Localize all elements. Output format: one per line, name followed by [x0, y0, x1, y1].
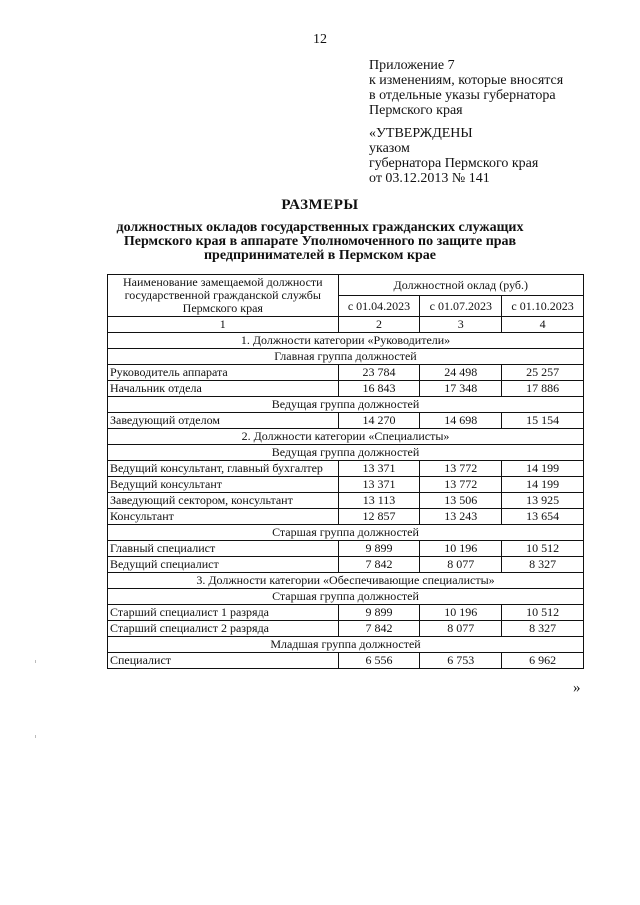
salary-value: 12 857 — [338, 509, 420, 525]
group-row — [108, 637, 584, 653]
position-name: Руководитель аппарата — [108, 365, 339, 381]
appendix-line: Приложение 7 — [369, 58, 455, 73]
section-row — [108, 573, 584, 589]
position-name: Ведущий специалист — [108, 557, 339, 573]
salary-value: 16 843 — [338, 381, 420, 397]
position-name: Консультант — [108, 509, 339, 525]
salary-value: 13 371 — [338, 461, 420, 477]
salary-value: 8 327 — [502, 621, 584, 637]
column-number-row — [108, 317, 584, 333]
position-name: Главный специалист — [108, 541, 339, 557]
group-row — [108, 589, 584, 605]
table-row — [108, 381, 584, 397]
table-row — [108, 541, 584, 557]
salary-value: 10 196 — [420, 541, 502, 557]
approval-line: от 03.12.2013 № 141 — [369, 171, 490, 186]
salary-value: 7 842 — [338, 557, 420, 573]
subtitle-line: должностных окладов государственных гражданских служащих — [116, 220, 524, 235]
salary-value: 6 556 — [338, 653, 420, 669]
group-title: Главная группа должностей — [108, 349, 584, 365]
table-row — [108, 461, 584, 477]
group-title: Ведущая группа должностей — [108, 445, 584, 461]
column-number: 4 — [502, 317, 584, 333]
column-number: 2 — [338, 317, 420, 333]
table-row — [108, 493, 584, 509]
appendix-line: Пермского края — [369, 103, 463, 118]
salary-value: 13 925 — [502, 493, 584, 509]
salary-value: 8 327 — [502, 557, 584, 573]
salary-value: 13 243 — [420, 509, 502, 525]
subtitle-line: предпринимателей в Пермском крае — [203, 248, 437, 263]
salary-value: 6 753 — [420, 653, 502, 669]
header-date-2: с 01.07.2023 — [420, 296, 502, 317]
position-name: Заведующий отделом — [108, 413, 339, 429]
header-position-name: Наименование замещаемой должности государственной гражданской службы Пермского края — [108, 275, 339, 317]
table-row — [108, 509, 584, 525]
header-salary: Должностной оклад (руб.) — [338, 275, 583, 296]
column-number: 1 — [108, 317, 339, 333]
section-title: 3. Должности категории «Обеспечивающие специалисты» — [108, 573, 584, 589]
salary-value: 13 371 — [338, 477, 420, 493]
salary-value: 13 506 — [420, 493, 502, 509]
closing-quote: » — [573, 680, 581, 696]
position-name: Старший специалист 1 разряда — [108, 605, 339, 621]
salary-value: 10 512 — [502, 605, 584, 621]
salary-value: 13 772 — [420, 461, 502, 477]
table-row — [108, 557, 584, 573]
group-title: Старшая группа должностей — [108, 589, 584, 605]
table-row — [108, 605, 584, 621]
subtitle-line: Пермского края в аппарате Уполномоченного по защите прав — [123, 234, 517, 249]
section-row — [108, 333, 584, 349]
salary-value: 14 199 — [502, 477, 584, 493]
salary-value: 10 196 — [420, 605, 502, 621]
salary-value: 13 113 — [338, 493, 420, 509]
position-name: Начальник отдела — [108, 381, 339, 397]
salary-value: 8 077 — [420, 621, 502, 637]
salary-value: 17 348 — [420, 381, 502, 397]
salary-value: 13 654 — [502, 509, 584, 525]
table-row — [108, 413, 584, 429]
approval-line: указом — [369, 141, 410, 156]
group-row — [108, 525, 584, 541]
table-row — [108, 653, 584, 669]
salary-value: 14 698 — [420, 413, 502, 429]
position-name: Специалист — [108, 653, 339, 669]
header-date-1: с 01.04.2023 — [338, 296, 420, 317]
position-name: Ведущий консультант, главный бухгалтер — [108, 461, 339, 477]
section-row — [108, 429, 584, 445]
salary-value: 9 899 — [338, 605, 420, 621]
column-number: 3 — [420, 317, 502, 333]
page-number: 12 — [313, 32, 327, 47]
document-title: РАЗМЕРЫ — [281, 197, 359, 213]
scan-mark — [35, 660, 36, 663]
appendix-line: в отдельные указы губернатора — [369, 88, 556, 103]
approval-line: губернатора Пермского края — [369, 156, 539, 171]
scan-mark — [35, 735, 36, 738]
group-title: Старшая группа должностей — [108, 525, 584, 541]
position-name: Ведущий консультант — [108, 477, 339, 493]
header-date-3: с 01.10.2023 — [502, 296, 584, 317]
salary-table — [107, 274, 584, 669]
table-row — [108, 365, 584, 381]
salary-value: 7 842 — [338, 621, 420, 637]
salary-value: 24 498 — [420, 365, 502, 381]
group-row — [108, 349, 584, 365]
position-name: Старший специалист 2 разряда — [108, 621, 339, 637]
appendix-line: к изменениям, которые вносятся — [369, 73, 564, 88]
salary-value: 17 886 — [502, 381, 584, 397]
section-title: 2. Должности категории «Специалисты» — [108, 429, 584, 445]
approval-line: «УТВЕРЖДЕНЫ — [369, 126, 473, 141]
appendix-block — [369, 58, 563, 118]
salary-value: 15 154 — [502, 413, 584, 429]
table-row — [108, 621, 584, 637]
group-row — [108, 445, 584, 461]
table-header-row — [108, 275, 584, 296]
salary-value: 6 962 — [502, 653, 584, 669]
group-title: Ведущая группа должностей — [108, 397, 584, 413]
salary-value: 14 270 — [338, 413, 420, 429]
group-row — [108, 397, 584, 413]
salary-value: 25 257 — [502, 365, 584, 381]
section-title: 1. Должности категории «Руководители» — [108, 333, 584, 349]
salary-value: 13 772 — [420, 477, 502, 493]
position-name: Заведующий сектором, консультант — [108, 493, 339, 509]
approval-block — [369, 126, 538, 186]
salary-value: 8 077 — [420, 557, 502, 573]
salary-value: 14 199 — [502, 461, 584, 477]
salary-value: 10 512 — [502, 541, 584, 557]
salary-value: 23 784 — [338, 365, 420, 381]
document-subtitle — [60, 221, 580, 263]
group-title: Младшая группа должностей — [108, 637, 584, 653]
table-row — [108, 477, 584, 493]
salary-value: 9 899 — [338, 541, 420, 557]
